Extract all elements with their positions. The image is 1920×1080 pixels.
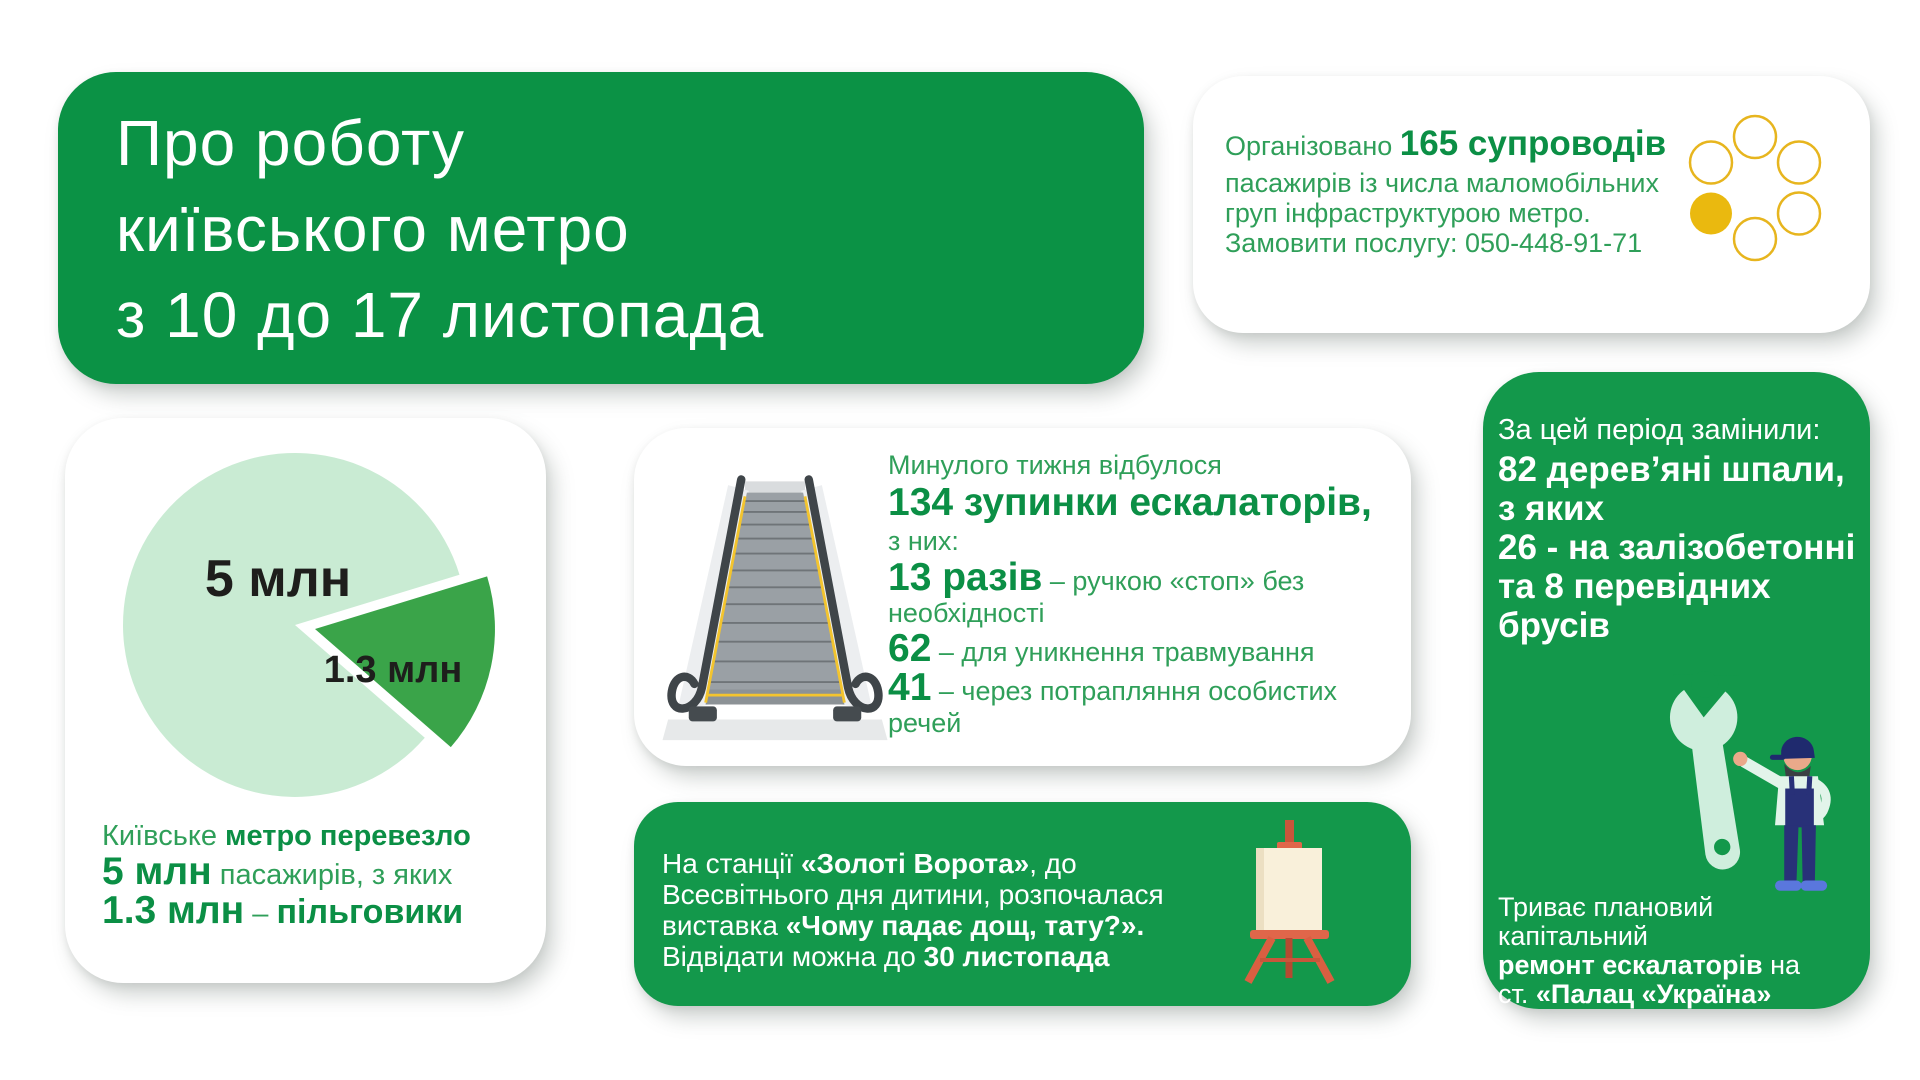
footer-seg: ст. bbox=[1498, 979, 1536, 1009]
discount-count: 1.3 млн bbox=[102, 889, 245, 932]
title-card bbox=[58, 72, 1144, 384]
caption-line-1 bbox=[102, 818, 471, 854]
accessibility-line-2: пасажирів із числа маломобільних bbox=[1225, 168, 1659, 198]
repairs-bold: ремонт ескалаторів bbox=[1498, 950, 1763, 980]
accessibility-text bbox=[1225, 122, 1666, 258]
title-line-3: з 10 до 17 листопада bbox=[116, 279, 765, 351]
caption-dash: – bbox=[244, 898, 277, 930]
escalator-intro: Минулого тижня відбулося bbox=[888, 450, 1222, 480]
footer-line-3 bbox=[1498, 980, 1870, 1009]
accessibility-line-1 bbox=[1225, 122, 1666, 168]
accessibility-phone: Замовити послугу: 050-448-91-71 bbox=[1225, 228, 1643, 258]
escalator-subintro: з них: bbox=[888, 526, 959, 556]
track-footer bbox=[1498, 893, 1870, 1009]
station-name: «Золоті Ворота» bbox=[800, 848, 1030, 879]
track-replacements bbox=[1498, 450, 1855, 645]
discount-word: пільговики bbox=[276, 893, 464, 931]
ridership-card bbox=[65, 418, 546, 983]
stop-handle-count: 13 разів bbox=[888, 556, 1043, 599]
caption-regular-2: пасажирів, з яких bbox=[211, 859, 453, 891]
injury-avoid-count: 62 bbox=[888, 627, 932, 670]
accessibility-line-3: груп інфраструктурою метро. bbox=[1225, 198, 1591, 228]
footer-line-1 bbox=[1498, 893, 1870, 951]
caption-bold: метро перевезло bbox=[225, 820, 471, 852]
caption-line-2 bbox=[102, 850, 471, 893]
escalator-card bbox=[634, 428, 1411, 766]
flower-dots-icon bbox=[1685, 108, 1829, 268]
escalator-item-3 bbox=[888, 666, 1408, 739]
escalator-icon bbox=[660, 442, 890, 742]
item-text-cont: необхідності bbox=[888, 598, 1045, 628]
caption-line-3 bbox=[102, 889, 471, 932]
easel-icon bbox=[1234, 818, 1346, 990]
ex-seg: На станції bbox=[662, 848, 801, 879]
track-line: та 8 перевідних bbox=[1498, 567, 1771, 606]
station-palats-ukraina: «Палац «Україна» bbox=[1535, 979, 1772, 1009]
escort-count: 165 супроводів bbox=[1399, 124, 1667, 163]
item-text: – ручкою «стоп» без bbox=[1042, 566, 1305, 596]
footer-seg: Триває плановий капітальний bbox=[1498, 892, 1714, 951]
escalator-text bbox=[888, 450, 1408, 739]
exhibition-line-1 bbox=[662, 848, 1164, 879]
exhibition-card bbox=[634, 802, 1411, 1006]
item-text-cont: речей bbox=[888, 708, 962, 738]
track-line: брусів bbox=[1498, 606, 1610, 645]
pie-label-total: 5 млн bbox=[204, 550, 352, 608]
ridership-caption bbox=[102, 818, 471, 932]
title-line-1: Про роботу bbox=[116, 107, 466, 179]
personal-items-count: 41 bbox=[888, 666, 932, 709]
caption-regular: Київське bbox=[102, 820, 226, 852]
escalator-item-2 bbox=[888, 627, 1408, 670]
page-title bbox=[116, 100, 764, 358]
ex-seg: виставка bbox=[662, 910, 786, 941]
title-line-2: київського метро bbox=[116, 193, 630, 265]
passengers-count: 5 млн bbox=[102, 850, 212, 893]
item-text: – для уникнення травмування bbox=[931, 637, 1315, 667]
exhibition-title: «Чому падає дощ, тату?». bbox=[785, 910, 1145, 941]
track-line: з яких bbox=[1498, 489, 1605, 528]
footer-seg: на bbox=[1762, 950, 1801, 980]
footer-line-2 bbox=[1498, 951, 1870, 980]
accessibility-card bbox=[1193, 76, 1870, 333]
exhibition-line-4 bbox=[662, 941, 1164, 972]
sleepers-count: 82 дерев’яні шпали, bbox=[1498, 450, 1845, 489]
track-repairs-card bbox=[1483, 372, 1870, 1009]
exhibition-end-date: 30 листопада bbox=[923, 941, 1110, 972]
accessibility-prefix: Організовано bbox=[1225, 131, 1400, 161]
item-text: – через потрапляння особистих bbox=[931, 676, 1338, 706]
escalator-item-1 bbox=[888, 556, 1408, 629]
worker-wrench-icon bbox=[1648, 670, 1853, 905]
exhibition-text bbox=[662, 848, 1164, 972]
pie-label-discount: 1.3 млн bbox=[323, 649, 463, 691]
ex-seg: , до bbox=[1029, 848, 1077, 879]
exhibition-line-3 bbox=[662, 910, 1164, 941]
track-intro: За цей період замінили: bbox=[1498, 414, 1821, 446]
ex-seg: Відвідати можна до bbox=[662, 941, 924, 972]
exhibition-line-2 bbox=[662, 879, 1164, 910]
pie-chart bbox=[65, 418, 546, 818]
escalator-headline: 134 зупинки ескалаторів, bbox=[888, 481, 1372, 524]
ex-seg: Всесвітнього дня дитини, розпочалася bbox=[662, 879, 1164, 910]
concrete-count: 26 - на залізобетонні bbox=[1498, 528, 1856, 567]
